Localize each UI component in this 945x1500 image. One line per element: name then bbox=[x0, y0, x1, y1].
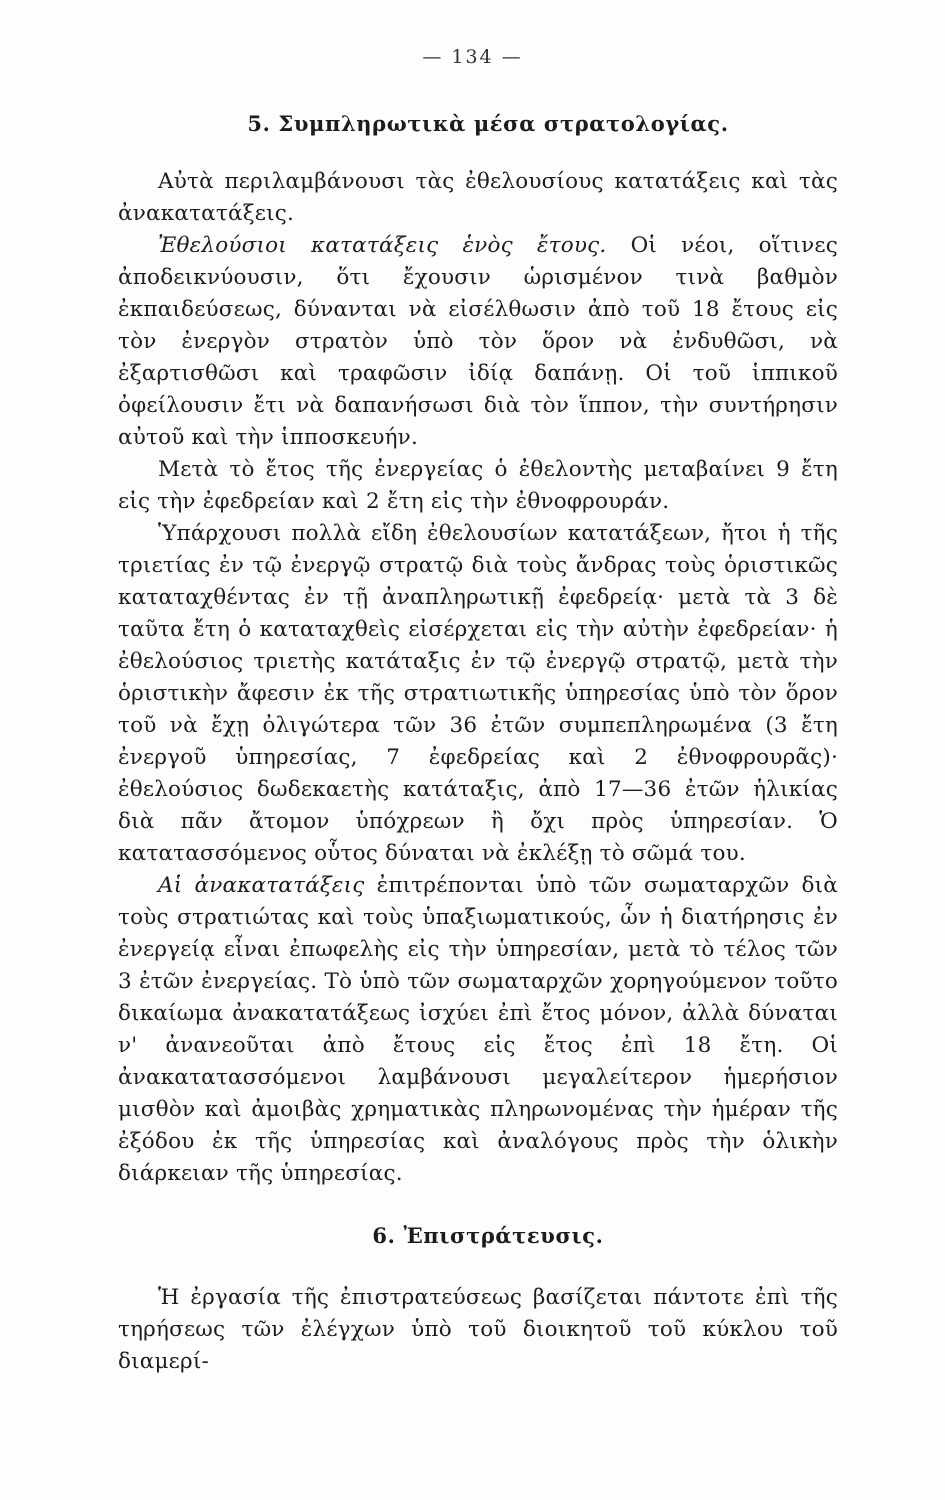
paragraph-mobilization-text: Ἡ ἐργασία τῆς ἐπιστρατεύσεως βασίζεται πάντοτε ἐπὶ τῆς τηρήσεως τῶν ἐλέγχων ὑπὸ τοῦ διοικητοῦ τοῦ κύκλου τοῦ διαμερί- bbox=[118, 1285, 838, 1374]
paragraph-voluntary-one-year bbox=[118, 230, 838, 454]
paragraph-intro bbox=[118, 166, 838, 230]
section-heading-5: 5. Συμπληρωτικὰ μέσα στρατολογίας. bbox=[247, 111, 729, 136]
paragraph-after-year bbox=[118, 454, 838, 518]
paragraph-enlistment-types bbox=[118, 518, 838, 870]
paragraph-mobilization bbox=[118, 1282, 838, 1378]
page-body bbox=[118, 108, 838, 1378]
paragraph-reenlistment bbox=[118, 870, 838, 1190]
paragraph-lead-voluntary: Ἐθελούσιοι κατατάξεις ἑνὸς ἔτους. bbox=[158, 233, 607, 258]
paragraph-intro-text: Αὐτὰ περιλαμβάνουσι τὰς ἐθελουσίους κατατάξεις καὶ τὰς ἀνακατατάξεις. bbox=[118, 169, 838, 226]
paragraph-reenlistment-text: ἐπιτρέπονται ὑπὸ τῶν σωματαρχῶν διὰ τοὺς στρατιώτας καὶ τοὺς ὑπαξιωματικούς, ὧν ἡ διατήρησις ἐν ἐνεργείᾳ εἶναι ἐπωφελὴς εἰς τὴν ὑπηρεσίαν, μετὰ τὸ τέλος τῶν 3 ἐτῶν ἐνεργείας. Τὸ ὑπὸ τῶν σωματαρχῶν χορηγούμενον τοῦτο δικαίωμα ἀνακατατάξεως ἰσχύει ἐπὶ ἔτος μόνον, ἀλλὰ δύναται ν' ἀνανεοῦται ἀπὸ ἔτους εἰς ἔτος ἐπὶ 18 ἔτη. Οἱ ἀνακατατασσόμενοι λαμβάνουσι μεγαλείτερον ἡμερήσιον μισθὸν καὶ ἀμοιβὰς χρηματικὰς πληρωνομένας τὴν ἡμέραν τῆς ἐξόδου ἐκ τῆς ὑπηρεσίας καὶ ἀναλόγους πρὸς τὴν ὁλικὴν διάρκειαν τῆς ὑπηρεσίας. bbox=[118, 873, 838, 1186]
page-number: — 134 — bbox=[422, 46, 523, 68]
paragraph-voluntary-text: Οἱ νέοι, οἵτινες ἀποδεικνύουσιν, ὅτι ἔχουσιν ὡρισμένον τινὰ βαθμὸν ἐκπαιδεύσεως, δύνανται νὰ εἰσέλθωσιν ἀπὸ τοῦ 18 ἔτους εἰς τὸν ἐνεργὸν στρατὸν ὑπὸ τὸν ὅρον νὰ ἐνδυθῶσι, νὰ ἐξαρτισθῶσι καὶ τραφῶσιν ἰδίᾳ δαπάνῃ. Οἱ τοῦ ἱππικοῦ ὀφείλουσιν ἔτι νὰ δαπανήσωσι διὰ τὸν ἵππον, τὴν συντήρησιν αὐτοῦ καὶ τὴν ἱπποσκευήν. bbox=[118, 233, 838, 450]
paragraph-after-year-text: Μετὰ τὸ ἔτος τῆς ἐνεργείας ὁ ἐθελοντὴς μεταβαίνει 9 ἔτη εἰς τὴν ἐφεδρείαν καὶ 2 ἔτη εἰς τὴν ἐθνοφρουράν. bbox=[118, 457, 838, 514]
paragraph-enlistment-types-text: Ὑπάρχουσι πολλὰ εἴδη ἐθελουσίων κατατάξεων, ἤτοι ἡ τῆς τριετίας ἐν τῷ ἐνεργῷ στρατῷ διὰ τοὺς ἄνδρας τοὺς ὁριστικῶς καταταχθέντας ἐν τῇ ἀναπληρωτικῇ ἐφεδρείᾳ· μετὰ τὰ 3 δὲ ταῦτα ἔτη ὁ καταταχθεὶς εἰσέρχεται εἰς τὴν αὐτὴν ἐφεδρείαν· ἡ ἐθελούσιος τριετὴς κατάταξις ἐν τῷ ἐνεργῷ στρατῷ, μετὰ τὴν ὁριστικὴν ἄφεσιν ἐκ τῆς στρατιωτικῆς ὑπηρεσίας ὑπὸ τὸν ὅρον τοῦ νὰ ἔχῃ ὀλιγώτερα τῶν 36 ἐτῶν συμπεπληρωμένα (3 ἔτη ἐνεργοῦ ὑπηρεσίας, 7 ἐφεδρείας καὶ 2 ἐθνοφρουρᾶς)· ἐθελούσιος δωδεκαετὴς κατάταξις, ἀπὸ 17—36 ἐτῶν ἡλικίας διὰ πᾶν ἄτομον ὑπόχρεων ἢ ὄχι πρὸς ὑπηρεσίαν. Ὁ κατατασσόμενος οὗτος δύναται νὰ ἐκλέξῃ τὸ σῶμά του. bbox=[118, 521, 838, 866]
section-heading-6: 6. Ἐπιστράτευσις. bbox=[372, 1223, 604, 1248]
paragraph-lead-reenlistment: Αἱ ἀνακατατάξεις bbox=[158, 873, 365, 898]
